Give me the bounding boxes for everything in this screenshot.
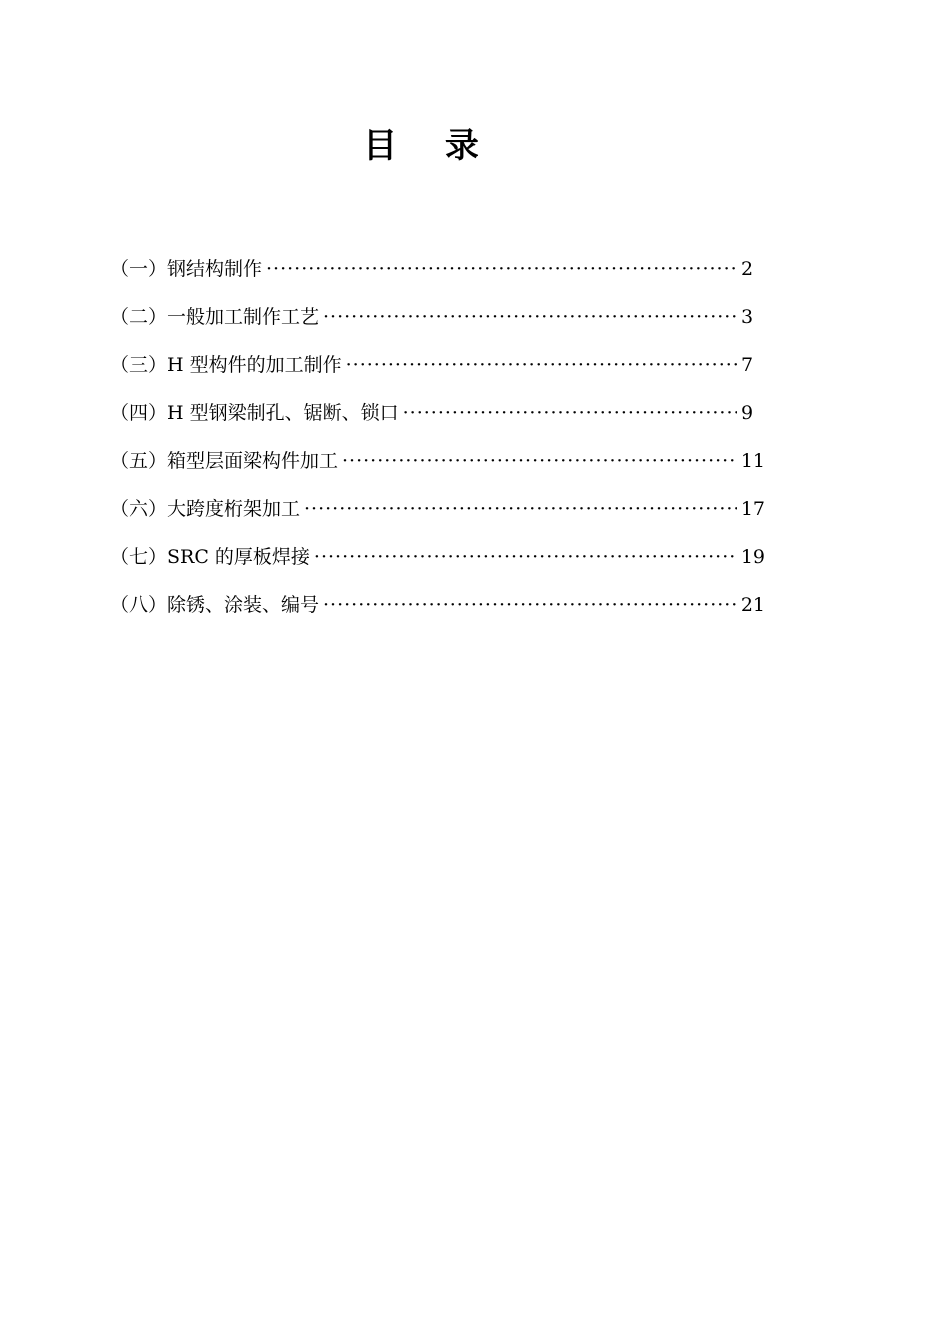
toc-entry-page: 7 [741,354,754,376]
toc-entry-page: 3 [741,306,754,328]
toc-entry[interactable] [110,446,765,494]
toc-entry-label: （一）钢结构制作 [110,258,263,280]
table-of-contents [110,254,765,638]
toc-entry-page: 17 [740,498,765,520]
toc-leader-dots [323,306,737,328]
toc-entry-page: 11 [740,450,765,472]
toc-entry-label: （五）箱型层面梁构件加工 [110,450,339,472]
toc-entry-label: （七）SRC 的厚板焊接 [110,546,310,568]
toc-entry-label: （六）大跨度桁架加工 [110,498,301,520]
toc-entry[interactable] [110,302,765,350]
toc-entry[interactable] [110,590,765,638]
toc-leader-dots [266,258,737,280]
toc-leader-dots [403,402,737,424]
toc-entry[interactable] [110,542,765,590]
toc-entry[interactable] [110,398,765,446]
toc-entry-page: 19 [740,546,765,568]
page-title: 目 录 [363,126,497,166]
toc-leader-dots [304,498,737,520]
toc-entry[interactable] [110,254,765,302]
toc-entry-page: 21 [740,594,765,616]
toc-entry[interactable] [110,350,765,398]
toc-entry-page: 9 [741,402,754,424]
toc-leader-dots [346,354,737,376]
toc-entry-page: 2 [741,258,754,280]
toc-entry-label: （三）H 型构件的加工制作 [110,354,342,376]
toc-leader-dots [342,450,737,472]
toc-entry-label: （二）一般加工制作工艺 [110,306,320,328]
toc-entry-label: （四）H 型钢梁制孔、锯断、锁口 [110,402,399,424]
toc-leader-dots [323,594,737,616]
toc-entry-label: （八）除锈、涂装、编号 [110,594,320,616]
toc-leader-dots [314,546,737,568]
toc-entry[interactable] [110,494,765,542]
